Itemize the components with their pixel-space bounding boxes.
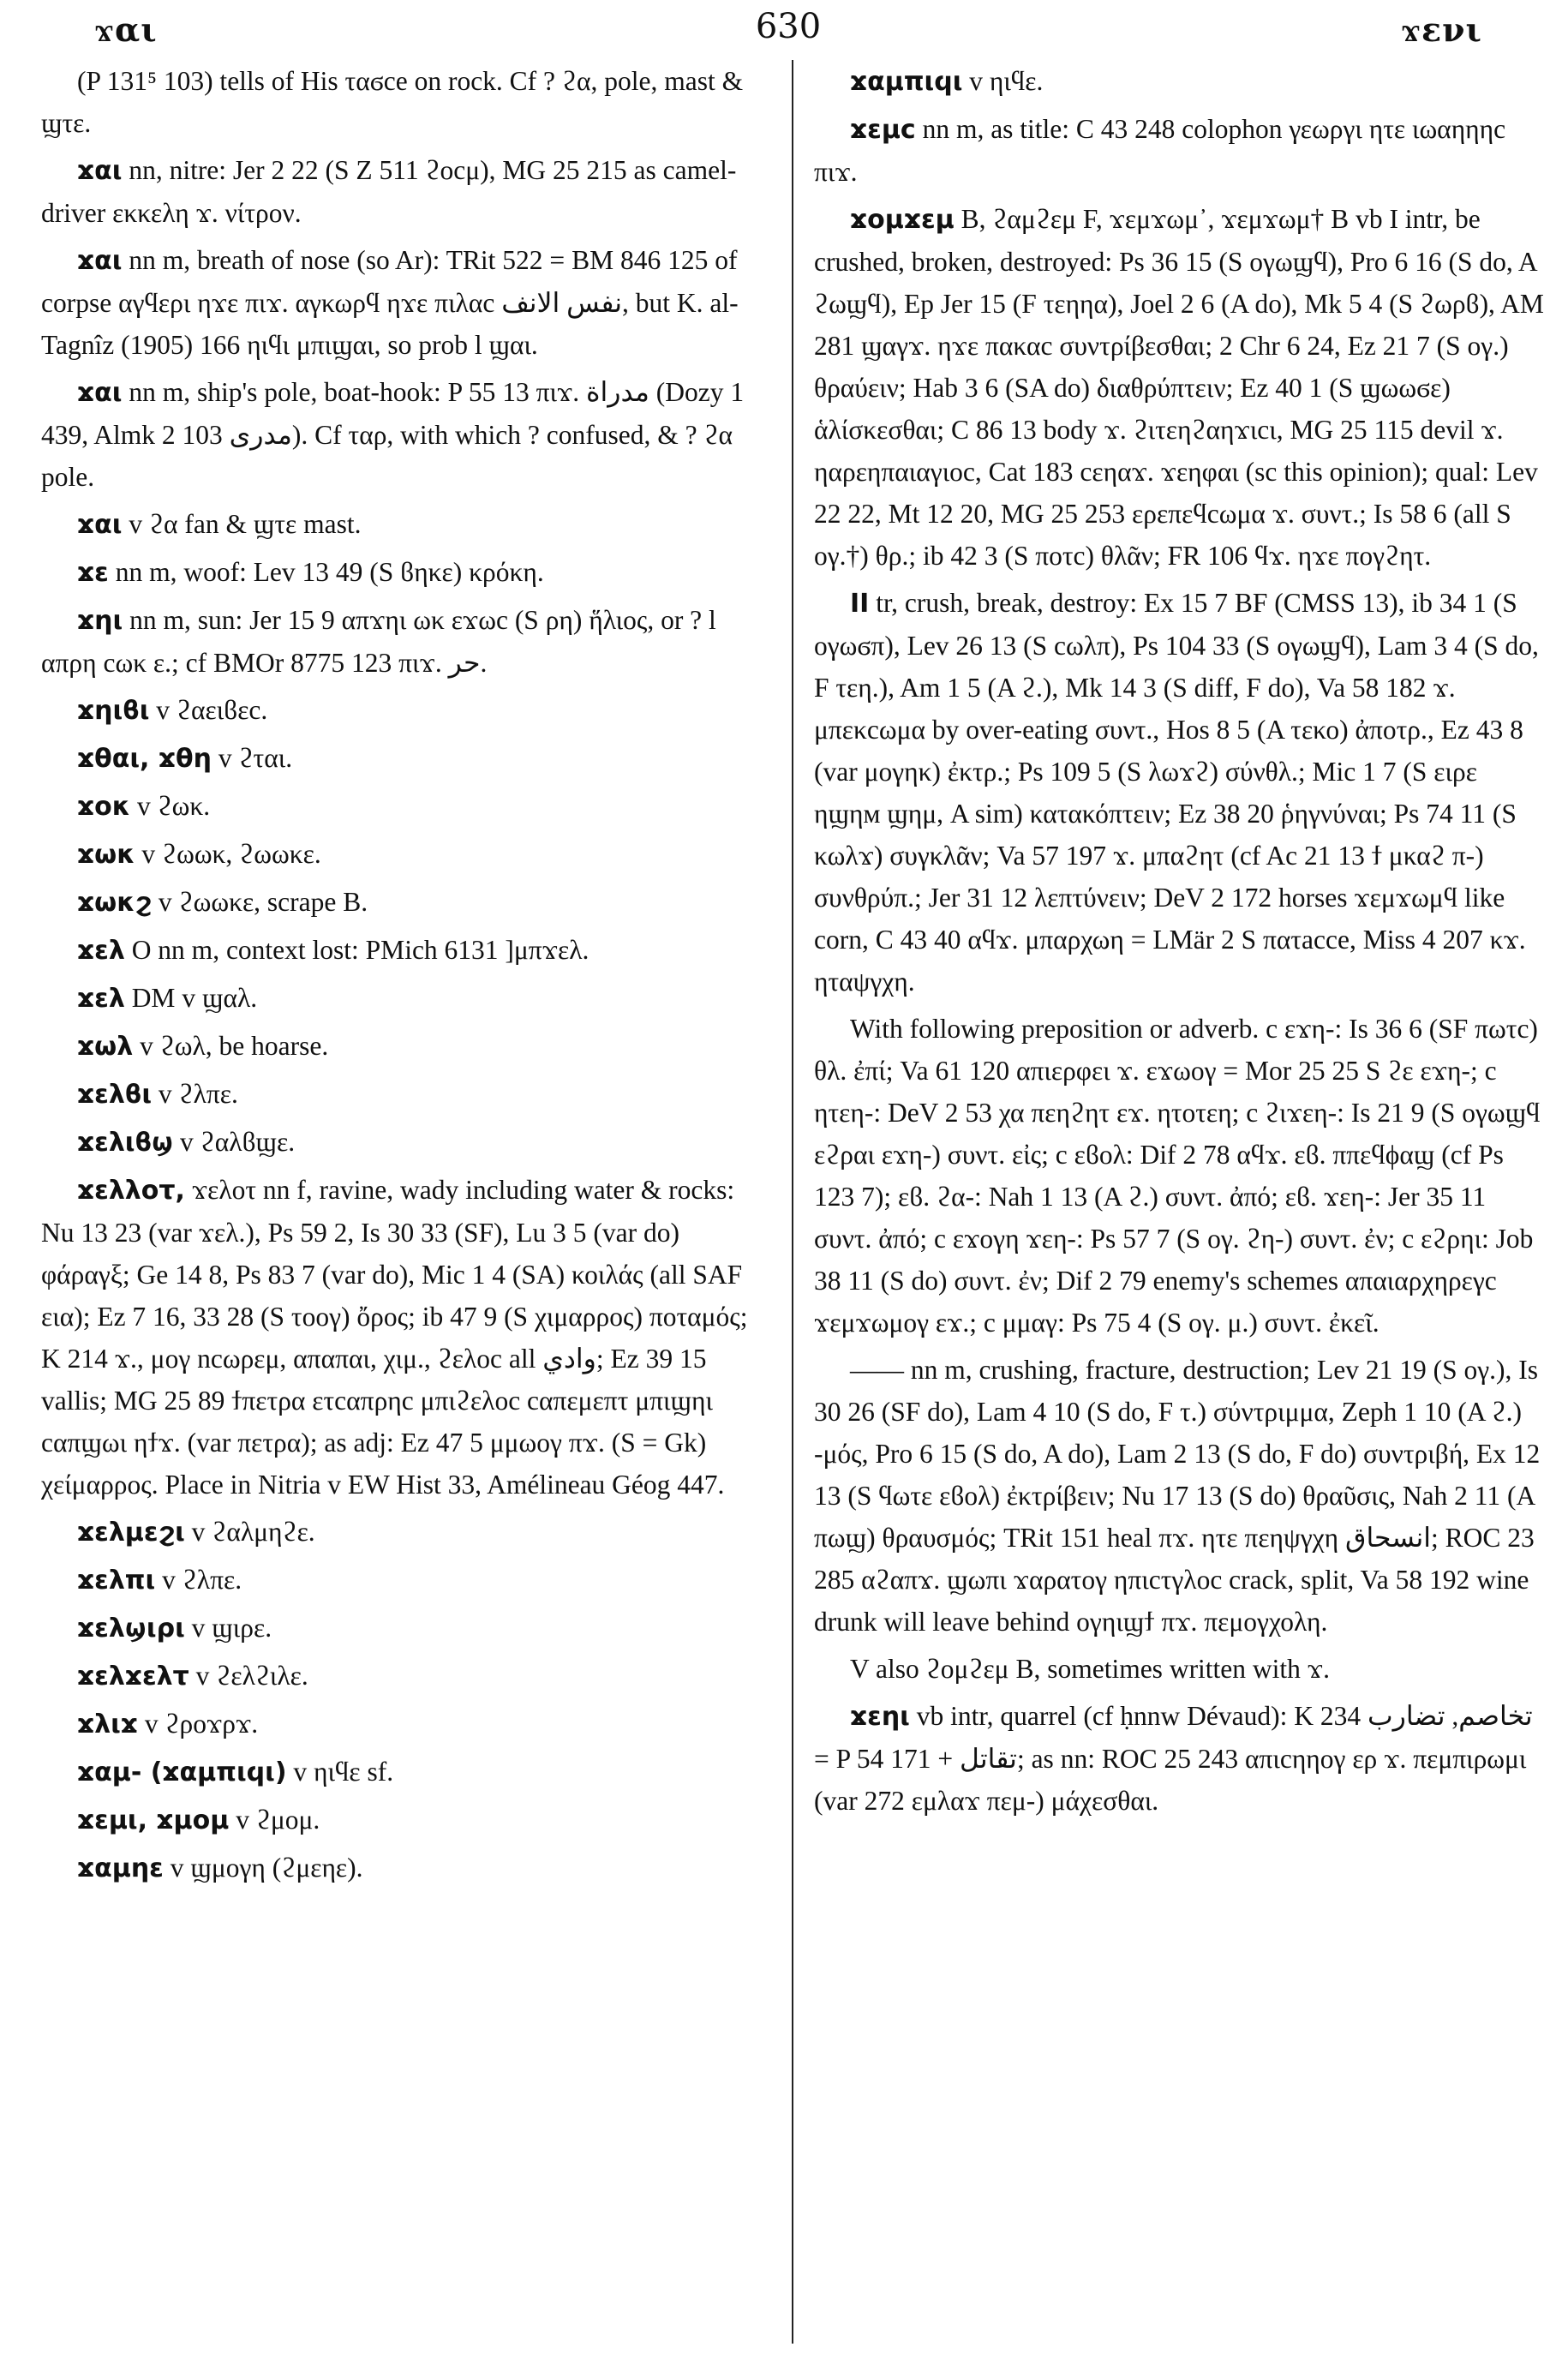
entry-text: nn m, ship's pole, boat-hook: P 55 13 πιϫ. مدراة (Dozy 1 439, Almk 2 103 مدرى). Cf ταρ, with which ? confused, & ? ϩα pole.: [41, 377, 745, 492]
entry-headword: ϫελλοτ,: [77, 1176, 185, 1206]
entry-headword: ϫελμεϩι: [77, 1518, 185, 1548]
entry-text: With following preposition or adverb. c εϫη-: Is 36 6 (SF πωτc) θλ. ἐπί; Va 61 120 απιερφει ϫ. εϫωογ = Mor 25 25 S ϩε εϫη-; c ητεη-: DeV 2 53 χα πεηϩητ εϫ. ητοτεη; c ϩιϫεη-: Is 21 9 (S ογωϣϥ εϩραι εϫη-) συντ. εἰς; c εϐολ: Dif 2 78 αϥϫ. εϐ. ππεϥϕαϣ (cf Ps 123 7); εϐ. ϩα-: Nah 1 13 (A ϩ.) συντ. ἀπό; εϐ. ϫεη-: Jer 35 11 συντ. ἀπό; c εϫογη ϫεη-: Ps 57 7 (S ογ. ϩη-) συντ. ἐν; c εϩρηι: Job 38 11 (S do) συντ. ἐν; Dif 2 79 enemy's schemes απαιαρχηρεγc ϫεμϫωμογ εϫ.; c μμαγ: Ps 75 4 (S ογ. μ.) συντ. ἐκεῖ.: [814, 1014, 1541, 1338]
entry-text: nn, nitre: Jer 2 22 (S Z 511 ϩοcμ), MG 25 215 as camel-driver εκκελη ϫ. νίτρον.: [41, 155, 737, 228]
entry-text: v ϩλπε.: [155, 1565, 242, 1595]
entry-text: V also ϩομϩεμ B, sometimes written with ϫ.: [850, 1654, 1330, 1684]
entry-text: DM v ϣαλ.: [124, 983, 258, 1013]
entry-text: v ϩροϫρϫ.: [137, 1709, 259, 1739]
dictionary-entry: [41, 1799, 774, 1841]
entry-text: ϫελοτ nn f, ravine, wady including water & rocks: Nu 13 23 (var ϫελ.), Ps 59 2, Is 30 33 (SF), Lu 3 5 (var do) φάραγξ; Ge 14 8, Ps 83 7 (var do), Mic 1 4 (SA) κοιλάς (all SAF εια); Ez 7 16, 33 28 (S τοογ) ὄρος; ib 47 9 (S χιμαρρος) ποταμός; K 214 ϫ., μογ ncωρεμ, απαπαι, χιμ., ϩελοc all وادي; Ez 39 15 vallis; MG 25 89 ϯπετρα ετcαπρηc μπιϩελοc cαπεμεπτ μπιϣηι cαπϣωι ηϯϫ. (var πετρα); as adj: Ez 47 5 μμωογ πϫ. (S = Gk) χείμαρρος. Place in Nitria v EW Hist 33, Amélineau Géog 447.: [41, 1175, 748, 1500]
entry-headword: ϫελ: [77, 936, 125, 966]
dictionary-entry: [41, 833, 774, 876]
dictionary-entry: [41, 977, 774, 1020]
entry-headword: ϫελϫελτ: [77, 1661, 189, 1691]
dictionary-entry: [41, 689, 774, 732]
left-column: [41, 60, 774, 1895]
dictionary-entry: [814, 198, 1547, 577]
entry-text: v ϩελϩιλε.: [189, 1661, 308, 1691]
page-header: [34, 7, 1542, 58]
entry-text: v ϩαλμηϩε.: [184, 1517, 315, 1547]
dictionary-entry: [41, 785, 774, 828]
dictionary-entry: [41, 149, 774, 234]
entry-headword: ϫαι: [77, 510, 123, 540]
entry-text: nn m, breath of nose (so Ar): TRit 522 = BM 846 125 of corpse αγϥερι ηϫε πιϫ. αγκωρϥ ηϫε πιλαc نفس الانف, but K. al-Tagnîz (1905) 166 ηιϥι μπιϣαι, so prob l ϣαι.: [41, 245, 739, 360]
page-number: 630: [755, 7, 822, 46]
entry-headword: ϫαμ- (ϫαμπιϥι): [77, 1757, 287, 1787]
column-divider: [792, 60, 793, 2344]
entry-headword: ϫεμι, ϫμομ: [77, 1805, 230, 1835]
entry-headword: ϫηιϐι: [77, 696, 150, 726]
dictionary-entry: [41, 1169, 774, 1506]
dictionary-entry: [41, 1073, 774, 1116]
entry-headword: ϫοκ: [77, 792, 131, 822]
entry-text: v ηιϥε.: [962, 66, 1044, 96]
dictionary-entry: [41, 929, 774, 972]
dictionary-entry: [814, 1349, 1547, 1643]
entry-headword: ϫωκ: [77, 840, 135, 870]
dictionary-entry: [41, 1025, 774, 1068]
entry-headword: ϫαι: [77, 246, 123, 276]
entry-text: nn m, sun: Jer 15 9 απϫηι ωκ εϫωc (S ρη) ἥλιος, or ? l απρη cωκ ε.; cf BMOr 8775 123 πιϫ. حر.: [41, 605, 716, 678]
entry-headword: ϫελιϐϣ: [77, 1128, 174, 1158]
dictionary-entry: [814, 582, 1547, 1003]
entry-text: nn m, woof: Lev 13 49 (S ϐηκε) κρόκη.: [108, 557, 544, 587]
entry-text: v ϩαλϐϣε.: [173, 1127, 296, 1157]
entry-text: O nn m, context lost: PMich 6131 ]μπϫελ.: [124, 935, 589, 965]
dictionary-entry: [814, 1695, 1547, 1822]
entry-text: B, ϩαμϩεμ F, ϫεμϫωμ᾽, ϫεμϫωμ† B vb I intr, be crushed, broken, destroyed: Ps 36 15 (S ογωϣϥ), Pro 6 16 (S do, A ϩωϣϥ), Ep Jer 15 (F τεηηα), Joel 2 6 (A do), Mk 5 4 (S ϩωρϐ), AM 281 ϣαγϫ. ηϫε πακαc συντρίβεσθαι; 2 Chr 6 24, Ez 21 7 (S ογ.) θραύειν; Hab 3 6 (SA do) διαθρύπτειν; Ez 40 1 (S ϣωωϭε) ἁλίσκεσθαι; C 86 13 body ϫ. ϩιτεηϩαηϫιcι, MG 25 115 devil ϫ. ηαρεηπαιαγιοc, Cat 183 cεηαϫ. ϫεηφαι (sc this opinion); qual: Lev 22 22, Mt 12 20, MG 25 253 ερεπεϥcωμα ϫ. συντ.; Is 58 6 (all S ογ.†) θρ.; ib 42 3 (S ποτc) θλᾶν; FR 106 ϥϫ. ηϫε πογϩητ.: [814, 204, 1544, 571]
entry-text: v ϩαειϐεc.: [149, 695, 268, 725]
dictionary-entry: [41, 1751, 774, 1793]
entry-headword: ϫαι: [77, 156, 123, 186]
entry-text: v ϩωωκ, ϩωωκε.: [135, 839, 321, 869]
entry-text: —— nn m, crushing, fracture, destruction; Lev 21 19 (S ογ.), Is 30 26 (SF do), Lam 4 10 (S do, F τ.) σύντριμμα, Zeph 1 10 (A ϩ.) -μός, Pro 6 15 (S do, A do), Lam 2 13 (S do, F do) συντριβή, Ex 12 13 (S ϥωτε εϐολ) ἐκτρίβειν; Nu 17 13 (S do) θραῦσις, Nah 2 11 (A πωϣ) θραυσμός; TRit 151 heal πϫ. ητε πεηψγχη انسحاق; ROC 23 285 αϩαπϫ. ϣωπι ϫαρατογ ηπιcτγλοc crack, split, Va 58 192 wine drunk will leave behind ογηιϣϯ πϫ. πεμογχολη.: [814, 1355, 1541, 1637]
entry-headword: ϫωλ: [77, 1032, 134, 1062]
right-column: [814, 60, 1547, 1827]
entry-text: v ϩα fan & ϣτε mast.: [122, 509, 362, 539]
entry-text: nn m, as title: C 43 248 colophon γεωργι ητε ιωαηηηc πιϫ.: [814, 114, 1506, 187]
entry-headword: ϫωκϩ: [77, 888, 153, 918]
entry-headword: ϫεηι: [850, 1702, 910, 1732]
entry-headword: ϫλιϫ: [77, 1709, 138, 1739]
entry-text: v ϩμομ.: [229, 1805, 320, 1835]
dictionary-entry: [41, 1847, 774, 1889]
entry-text: (P 131⁵ 103) tells of His ταϭce on rock. Cf ? ϩα, pole, mast & ϣτε.: [41, 66, 744, 138]
dictionary-entry: [41, 1559, 774, 1602]
entry-text: v ϣμογη (ϩμεηε).: [163, 1853, 363, 1883]
entry-text: v ϩωωκε, scrape B.: [152, 887, 368, 917]
entry-text: v ϩται.: [211, 743, 293, 773]
dictionary-entry: [41, 737, 774, 780]
dictionary-entry: [41, 881, 774, 924]
entry-headword: ϫε: [77, 558, 109, 588]
entry-headword: ϫαμπιϥι: [850, 67, 963, 97]
dictionary-entry: [814, 1648, 1547, 1690]
entry-text: v ϩλπε.: [152, 1079, 238, 1109]
entry-headword: ϫηι: [77, 606, 123, 636]
entry-text: tr, crush, break, destroy: Ex 15 7 BF (CMSS 13), ib 34 1 (S ογωϭπ), Lev 26 13 (S cωλπ), Ps 104 33 (S ογωϣϥ), Lam 3 4 (S do, F τεη.), Am 1 5 (A ϩ.), Mk 14 3 (S diff, F do), Va 58 182 ϫ. μπεκcωμα by over-eating συντ., Hos 8 5 (A τεκο) ἀποτρ., Ez 43 8 (var μογηκ) ἐκτρ.; Ps 109 5 (S λωϫϩ) σύνθλ.; Mic 1 7 (S ειρε ηϣηм ϣημ, A sim) κατακόπτειν; Ez 38 20 ῥηγνύναι; Ps 74 11 (S κωλϫ) συγκλᾶν; Va 57 197 ϫ. μπαϩητ (cf Ac 21 13 ϯ μκαϩ π-) συνθρύπ.; Jer 31 12 λεπτύνειν; DeV 2 172 horses ϫεμϫωμϥ like corn, C 43 40 αϥϫ. μπαρχωη = LMär 2 S πατacce, Miss 4 207 κϫ. ηταψγχη.: [814, 588, 1539, 997]
dictionary-entry: [41, 1511, 774, 1554]
left-running-headword: ϫαι: [94, 10, 158, 49]
entry-text: v ηιϥε sf.: [286, 1757, 394, 1787]
entry-headword: ϫελ: [77, 984, 125, 1014]
dictionary-entry: [41, 1655, 774, 1697]
entry-headword: ϫεμc: [850, 115, 916, 145]
dictionary-entry: [41, 371, 774, 498]
entry-headword: ϫαι: [77, 378, 123, 408]
dictionary-entry: [41, 599, 774, 684]
entry-headword: ϫομϫεμ: [850, 205, 955, 235]
dictionary-entry: [41, 1703, 774, 1745]
entry-headword: ϫελϣιρι: [77, 1614, 185, 1644]
entry-headword: ϫελπι: [77, 1566, 156, 1596]
entry-text: v ϣιρε.: [184, 1613, 272, 1643]
entry-headword: II: [850, 589, 870, 619]
dictionary-entry: [814, 60, 1547, 103]
dictionary-entry: [814, 1008, 1547, 1344]
dictionary-entry: [41, 1607, 774, 1650]
dictionary-entry: [41, 1121, 774, 1164]
entry-headword: ϫθαι, ϫθη: [77, 744, 212, 774]
entry-text: v ϩωκ.: [130, 791, 211, 821]
dictionary-entry: [41, 551, 774, 594]
entry-headword: ϫελϐι: [77, 1080, 153, 1110]
dictionary-entry: [41, 60, 774, 144]
dictionary-entry: [41, 239, 774, 366]
dictionary-entry: [41, 503, 774, 546]
right-running-headword: ϫενι: [1401, 10, 1482, 49]
entry-text: v ϩωλ, be hoarse.: [133, 1031, 329, 1061]
dictionary-entry: [814, 108, 1547, 193]
entry-text: vb intr, quarrel (cf ḥnnw Dévaud): K 234 تخاصم, تضارب = P 54 171 + تقاتل; as nn: ROC 25 243 απιcηηογ ερ ϫ. πεμπιρωμι (var 272 εμλαϫ πεμ-) μάχεσθαι.: [814, 1701, 1533, 1816]
entry-headword: ϫαμηε: [77, 1853, 164, 1883]
